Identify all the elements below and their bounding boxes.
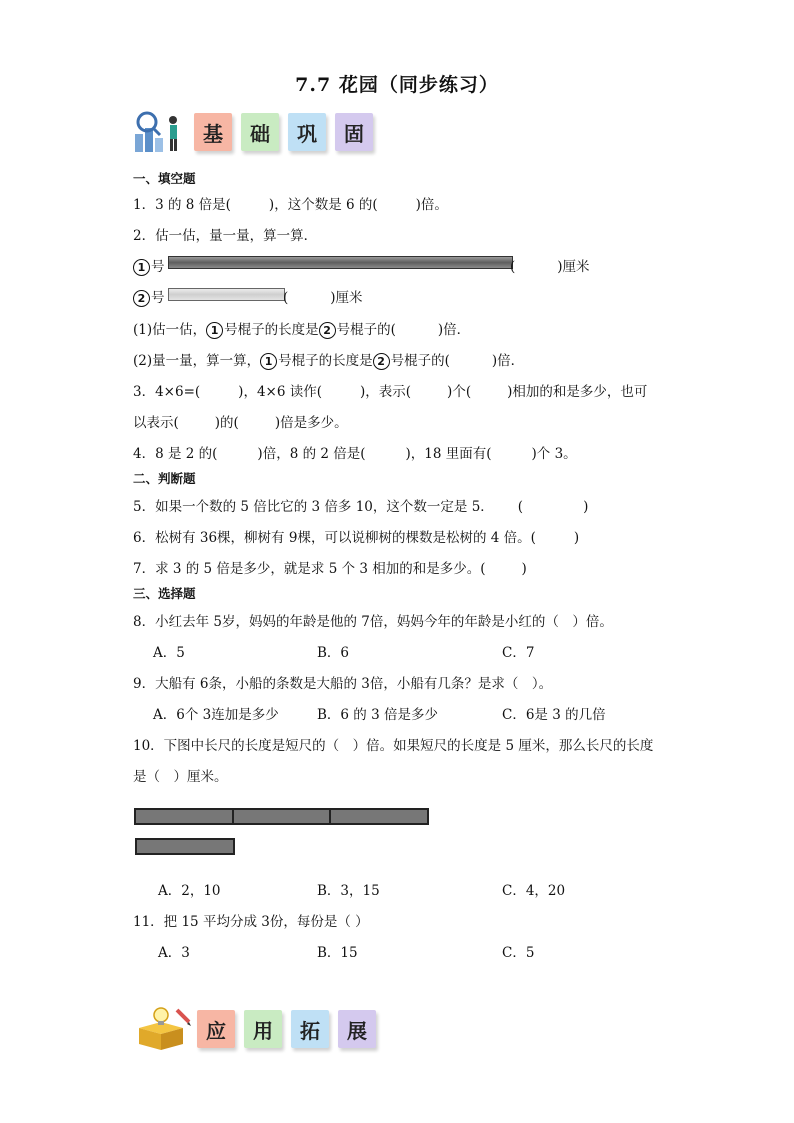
q3-text: 以表示(: [133, 415, 179, 431]
page-title: 7.7 花园（同步练习）: [295, 74, 499, 96]
stick-1-unit: )厘米: [557, 259, 590, 275]
option-c: C．5: [502, 945, 535, 961]
q6-text: 6．松树有 36棵，柳树有 9棵，可以说柳树的棵数是松树的 4 倍。(: [133, 530, 536, 546]
circled-number: 1: [133, 259, 150, 276]
sub-text: 号棍子的(: [390, 353, 450, 369]
q3-text: )相加的和是多少，也可: [507, 384, 648, 400]
stick-2-answer: [283, 286, 363, 306]
q3-text: )，表示(: [360, 384, 412, 400]
stick-label: 号: [151, 259, 165, 275]
sub-text: )倍．: [491, 353, 525, 369]
stick-2-label: [133, 286, 165, 307]
q3-text: 3．4×6=(: [133, 384, 201, 400]
question-4: [133, 442, 577, 462]
option-a: A．2，10: [158, 883, 221, 899]
question-2-sub-1: [133, 318, 470, 339]
option-a: A．6个 3连加是多少: [153, 707, 279, 723]
question-2-sub-2: [133, 349, 524, 370]
stick-1-paren: (: [510, 259, 516, 275]
banner-tile: 固: [335, 113, 373, 151]
sub-text: )倍．: [437, 322, 471, 338]
question-7: [133, 557, 527, 577]
option-c: C．6是 3 的几倍: [502, 707, 606, 723]
stick-2: [168, 288, 285, 301]
stick-1-label: [133, 255, 165, 276]
circled-number: 1: [260, 353, 277, 370]
question-6: [133, 526, 579, 546]
q4-text: )个 3。: [531, 446, 577, 462]
q7-text: 7．求 3 的 5 倍是多少，就是求 5 个 3 相加的和是多少。(: [133, 561, 486, 577]
option-a: A．3: [158, 945, 190, 961]
section-heading-judge: 二、判断题: [133, 471, 196, 486]
q4-text: 4．8 是 2 的(: [133, 446, 218, 462]
section-heading-fill: 一、填空题: [133, 171, 196, 186]
question-2-stem: 2．估一估，量一量，算一算．: [133, 228, 318, 244]
question-11-stem: 11．把 15 平均分成 3份，每份是（ ）: [133, 914, 369, 930]
section-banner-application: [133, 1006, 385, 1052]
q5-text: (: [517, 499, 524, 515]
option-a: A．5: [153, 645, 185, 661]
q1-text-c: )倍。: [415, 197, 448, 213]
question-3-line-1: [133, 380, 647, 400]
question-3-line-2: [133, 411, 348, 431]
banner-tile: 展: [338, 1010, 376, 1048]
banner-tile: 巩: [288, 113, 326, 151]
ruler-divider: [232, 810, 234, 823]
circled-number: 2: [319, 322, 336, 339]
sub-text: (1)估一估，: [133, 322, 207, 338]
question-10-line-2: 是（ ）厘米。: [133, 769, 228, 785]
circled-number: 2: [373, 353, 390, 370]
q4-text: )，18 里面有(: [405, 446, 492, 462]
option-c: C．4，20: [502, 883, 566, 899]
question-5: [133, 495, 588, 515]
option-b: B．3，15: [317, 883, 380, 899]
q1-text-b: )，这个数是 6 的(: [268, 197, 378, 213]
banner-tile: 用: [244, 1010, 282, 1048]
circled-number: 2: [133, 290, 150, 307]
lightbulb-box-icon: [133, 1006, 193, 1052]
sub-text: 号棍子的(: [336, 322, 396, 338]
stick-label: 号: [151, 290, 165, 306]
sub-text: 号棍子的长度是: [224, 322, 319, 338]
q6-text: ): [573, 530, 580, 546]
short-ruler: [135, 838, 235, 855]
q5-text: ): [583, 499, 589, 515]
q1-text-a: 1．3 的 8 倍是(: [133, 197, 231, 213]
question-10-line-1: 10．下图中长尺的长度是短尺的（ ）倍。如果短尺的长度是 5 厘米，那么长尺的长度: [133, 738, 654, 754]
stick-2-paren: (: [283, 290, 289, 306]
banner-tile: 拓: [291, 1010, 329, 1048]
question-9-stem: 9．大船有 6条，小船的条数是大船的 3倍，小船有几条？是求（ ）。: [133, 676, 553, 692]
question-1: [133, 193, 448, 213]
banner-tile: 应: [197, 1010, 235, 1048]
ruler-divider: [329, 810, 331, 823]
stick-2-unit: )厘米: [330, 290, 363, 306]
circled-number: 1: [206, 322, 223, 339]
q3-text: )个(: [447, 384, 472, 400]
stick-1: [168, 256, 513, 269]
q5-text: 5．如果一个数的 5 倍比它的 3 倍多 10，这个数一定是 5．: [133, 499, 494, 515]
sub-text: (2)量一量，算一算，: [133, 353, 261, 369]
question-8-stem: 8．小红去年 5岁，妈妈的年龄是他的 7倍，妈妈今年的年龄是小红的（ ）倍。: [133, 614, 613, 630]
sub-text: 号棍子的长度是: [278, 353, 373, 369]
section-heading-choice: 三、选择题: [133, 586, 196, 601]
option-b: B．6 的 3 倍是多少: [317, 707, 438, 723]
q4-text: )倍，8 的 2 倍是(: [257, 446, 366, 462]
q7-text: ): [521, 561, 527, 577]
option-c: C．7: [502, 645, 535, 661]
q3-text: )倍是多少。: [274, 415, 348, 431]
long-ruler: [134, 808, 429, 825]
stick-1-answer: [510, 255, 590, 275]
banner-tile: 础: [241, 113, 279, 151]
q3-text: )，4×6 读作(: [238, 384, 322, 400]
q3-text: )的(: [214, 415, 239, 431]
option-b: B．6: [317, 645, 350, 661]
banner-tile: 基: [194, 113, 232, 151]
magnifier-person-icon: [133, 110, 188, 154]
option-b: B．15: [317, 945, 358, 961]
section-banner-basics: [133, 110, 382, 154]
